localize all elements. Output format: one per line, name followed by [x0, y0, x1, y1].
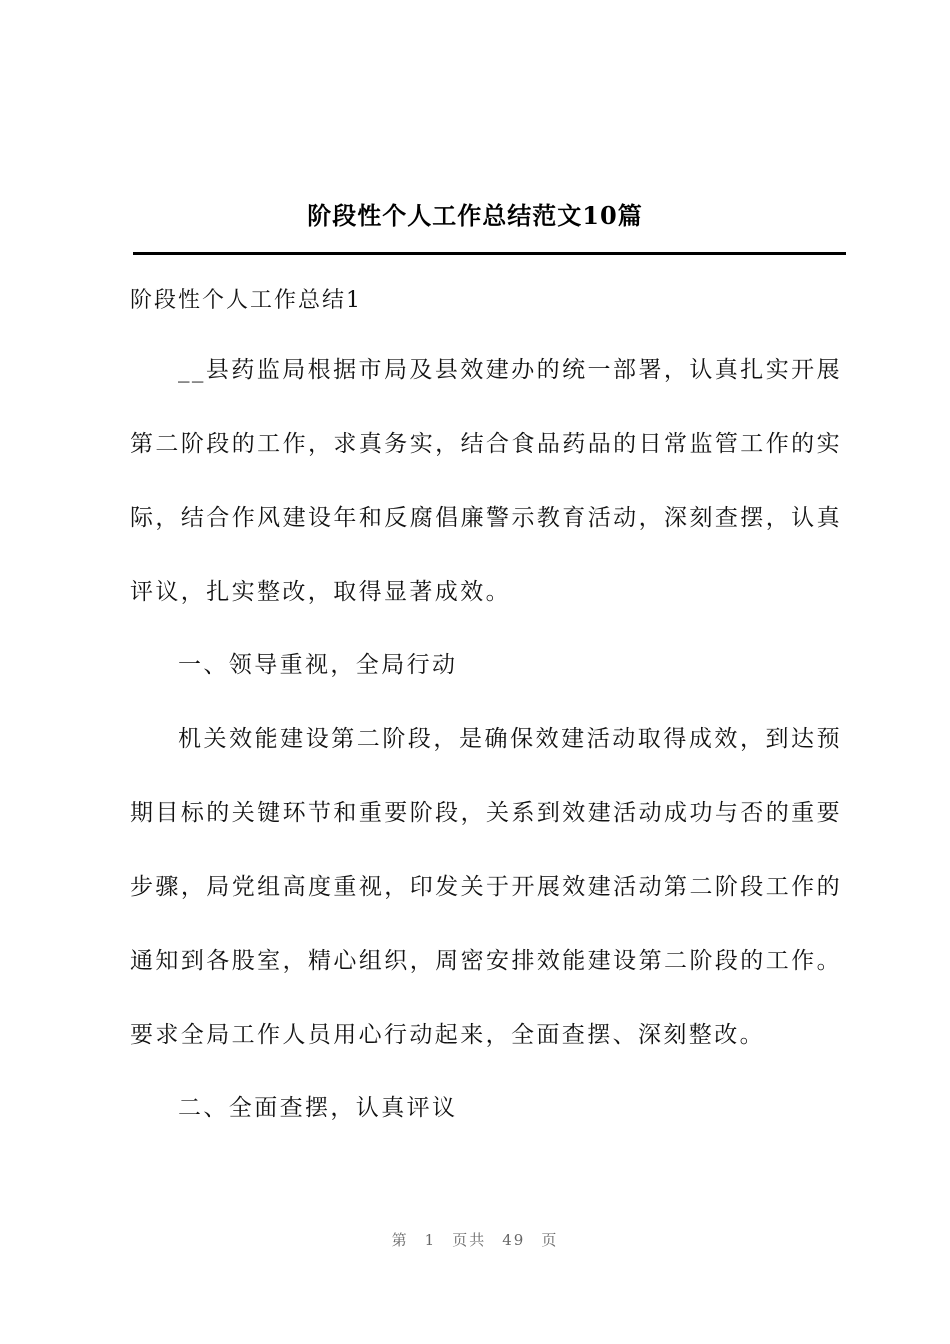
body-paragraph: 机关效能建设第二阶段，是确保效建活动取得成效，到达预期目标的关键环节和重要阶段，关系到效建活动成功与否的重要步骤，局党组高度重视，印发关于开展效建活动第二阶段工作的通知到各股室，精心组织，周密安排效能建设第二阶段的工作。要求全局工作人员用心行动起来，全面查摆、深刻整改。: [130, 726, 842, 1048]
footer-middle: 页共: [452, 1231, 487, 1249]
body-paragraph: __县药监局根据市局及县效建办的统一部署，认真扎实开展第二阶段的工作，求真务实，结合食品药品的日常监管工作的实际，结合作风建设年和反腐倡廉警示教育活动，深刻查摆，认真评议，扎实整改，取得显著成效。: [130, 357, 842, 605]
subheading: 一、领导重视，全局行动: [178, 652, 458, 678]
footer-total-pages: 49: [502, 1231, 526, 1249]
title-underline: [133, 252, 846, 255]
section-heading: 阶段性个人工作总结1: [130, 288, 362, 313]
footer-current-page: 1: [424, 1231, 437, 1249]
footer-suffix: 页: [541, 1231, 559, 1249]
page-footer: [0, 1229, 950, 1250]
subheading: 二、全面查摆，认真评议: [178, 1095, 458, 1121]
footer-prefix: 第: [391, 1231, 409, 1249]
document-title: 阶段性个人工作总结范文10篇: [307, 201, 643, 230]
